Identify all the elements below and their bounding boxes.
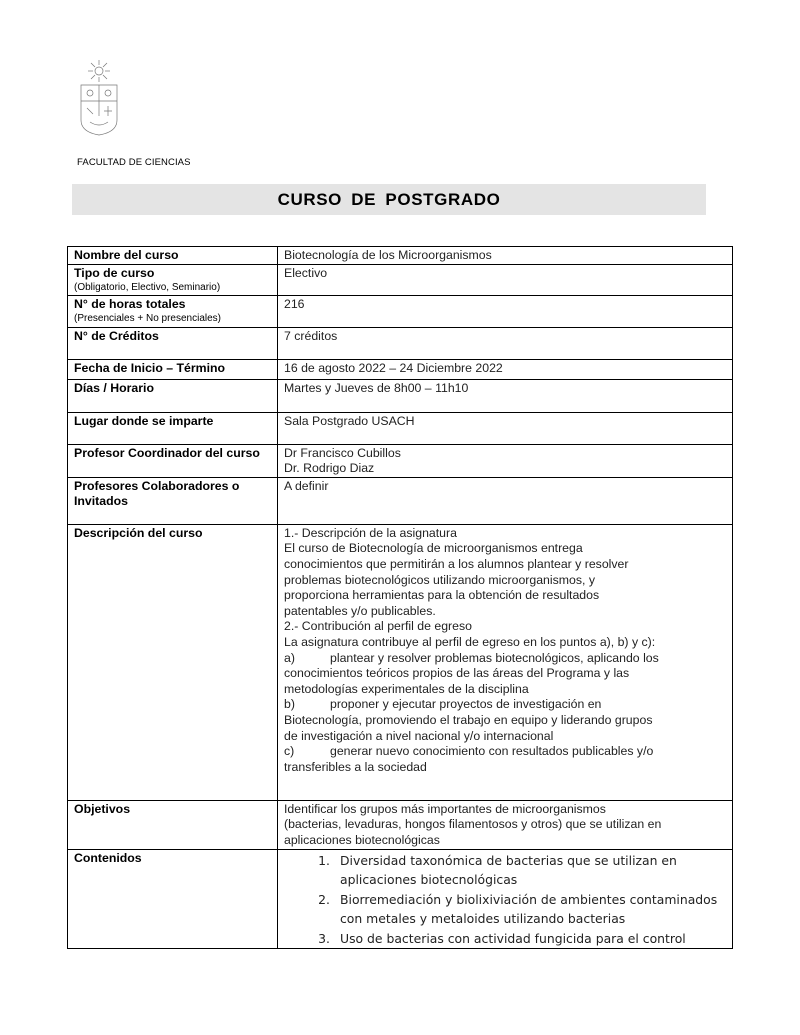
description-line: proporciona herramientas para la obtención de resultados xyxy=(284,588,600,603)
coordinator-name-2: Dr. Rodrigo Diaz xyxy=(284,461,375,476)
course-type-label xyxy=(68,264,278,295)
table-row xyxy=(68,264,733,295)
collaborators-value: A definir xyxy=(278,477,733,524)
credits-label: N° de Créditos xyxy=(68,327,278,359)
table-row xyxy=(68,359,733,379)
item-c-marker: c) xyxy=(284,744,295,759)
hours-value: 216 xyxy=(278,295,733,327)
list-line: con metales y metaloides utilizando bacterias xyxy=(340,911,626,927)
objectives-label: Objetivos xyxy=(68,800,278,849)
table-row xyxy=(68,412,733,444)
list-line: Biorremediación y biolixiviación de ambientes contaminados xyxy=(340,891,718,907)
description-line: transferibles a la sociedad xyxy=(284,759,427,774)
list-item-text xyxy=(340,929,686,949)
description-line: conocimientos que permitirán a los alumnos plantear y resolver xyxy=(284,556,629,571)
item-b-marker: b) xyxy=(284,697,295,712)
objectives-value xyxy=(278,800,733,849)
schedule-value: Martes y Jueves de 8h00 – 11h10 xyxy=(278,379,733,412)
description-line: metodologías experimentales de la disciplina xyxy=(284,681,529,696)
page-title: CURSO DE POSTGRADO xyxy=(277,189,501,209)
description-line: El curso de Biotecnología de microorganismos entrega xyxy=(284,541,583,556)
collaborators-label-line-1: Profesores Colaboradores o xyxy=(74,478,240,493)
dates-label: Fecha de Inicio – Término xyxy=(68,359,278,379)
table-row xyxy=(68,327,733,359)
list-number: 3. xyxy=(318,930,330,946)
hours-hint: (Presenciales + No presenciales) xyxy=(74,313,222,325)
table-row xyxy=(68,444,733,477)
contents-list xyxy=(284,851,726,949)
contents-value xyxy=(278,849,733,949)
description-line: 1.- Descripción de la asignatura xyxy=(284,525,457,540)
description-line: patentables y/o publicables. xyxy=(284,603,436,618)
university-seal-icon xyxy=(78,58,120,136)
description-label: Descripción del curso xyxy=(68,524,278,800)
list-number: 2. xyxy=(318,891,330,907)
description-line: de investigación a nivel nacional y/o internacional xyxy=(284,728,554,743)
item-c-text: generar nuevo conocimiento con resultados publicables y/o xyxy=(330,744,654,759)
course-name-label: Nombre del curso xyxy=(68,247,278,265)
objectives-line: (bacterias, levaduras, hongos filamentosos y otros) que se utilizan en xyxy=(284,817,662,832)
table-row xyxy=(68,524,733,800)
description-item-b xyxy=(284,697,726,713)
list-item-text xyxy=(340,851,677,890)
list-line: aplicaciones biotecnológicas xyxy=(340,872,518,888)
description-line: Biotecnología, promoviendo el trabajo en equipo y liderando grupos xyxy=(284,712,653,727)
description-line: conocimientos teóricos propios de las áreas del Programa y las xyxy=(284,666,630,681)
course-type-hint: (Obligatorio, Electivo, Seminario) xyxy=(74,282,221,294)
coordinator-name-1: Dr Francisco Cubillos xyxy=(284,445,401,460)
list-line: Diversidad taxonómica de bacterias que se utilizan en xyxy=(340,852,677,868)
course-info-table xyxy=(67,246,733,949)
list-item xyxy=(284,929,726,949)
contents-label: Contenidos xyxy=(68,849,278,949)
objectives-line: Identificar los grupos más importantes de microorganismos xyxy=(284,801,606,816)
list-item xyxy=(284,851,726,890)
description-line: problemas biotecnológicos utilizando microorganismos, y xyxy=(284,572,595,587)
objectives-line: aplicaciones biotecnológicas xyxy=(284,832,440,847)
table-row xyxy=(68,295,733,327)
list-item xyxy=(284,890,726,929)
hours-label-text: N° de horas totales xyxy=(74,296,186,311)
collaborators-label-line-2: Invitados xyxy=(74,494,128,509)
description-line: 2.- Contribución al perfil de egreso xyxy=(284,619,472,634)
table-row xyxy=(68,379,733,412)
table-row xyxy=(68,800,733,849)
description-value xyxy=(278,524,733,800)
coordinator-label: Profesor Coordinador del curso xyxy=(68,444,278,477)
description-line: La asignatura contribuye al perfil de egreso en los puntos a), b) y c): xyxy=(284,634,656,649)
list-line: Uso de bacterias con actividad fungicida para el control xyxy=(340,930,686,946)
credits-value: 7 créditos xyxy=(278,327,733,359)
dates-value: 16 de agosto 2022 – 24 Diciembre 2022 xyxy=(278,359,733,379)
description-item-c xyxy=(284,744,726,760)
schedule-label: Días / Horario xyxy=(68,379,278,412)
table-row xyxy=(68,247,733,265)
table-row xyxy=(68,477,733,524)
coordinator-value xyxy=(278,444,733,477)
item-b-text: proponer y ejecutar proyectos de investigación en xyxy=(330,697,602,712)
location-value: Sala Postgrado USACH xyxy=(278,412,733,444)
list-item-text xyxy=(340,890,717,929)
description-item-a xyxy=(284,651,726,667)
course-type-value: Electivo xyxy=(278,264,733,295)
hours-label xyxy=(68,295,278,327)
course-type-label-text: Tipo de curso xyxy=(74,265,155,280)
table-row xyxy=(68,849,733,949)
faculty-name: FACULTAD DE CIENCIAS xyxy=(77,157,191,168)
item-a-marker: a) xyxy=(284,650,295,665)
course-name-value: Biotecnología de los Microorganismos xyxy=(278,247,733,265)
location-label: Lugar donde se imparte xyxy=(68,412,278,444)
list-number: 1. xyxy=(318,852,330,868)
title-banner xyxy=(72,184,706,215)
collaborators-label xyxy=(68,477,278,524)
item-a-text: plantear y resolver problemas biotecnológicos, aplicando los xyxy=(330,650,659,665)
